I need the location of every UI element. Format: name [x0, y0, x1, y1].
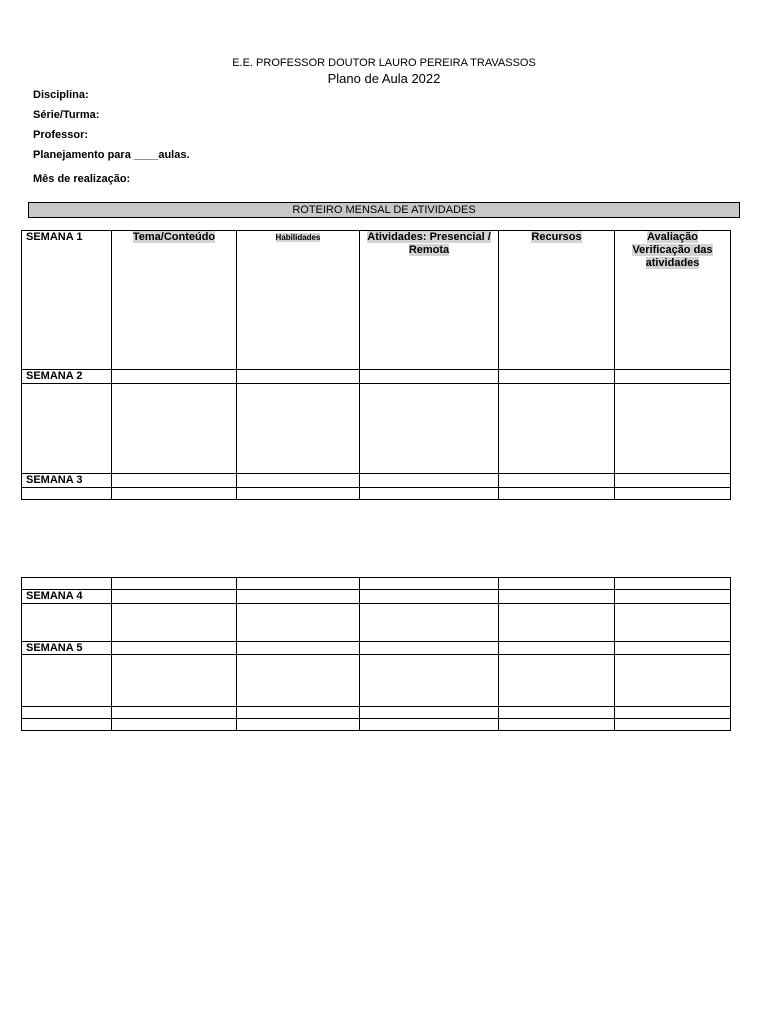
table-cell[interactable] — [615, 488, 731, 500]
table-cell[interactable] — [112, 590, 237, 604]
table-cell[interactable] — [615, 655, 731, 707]
table-cell[interactable] — [360, 474, 499, 488]
table-cell[interactable] — [112, 384, 237, 474]
table-cell[interactable] — [22, 604, 112, 642]
table-cell[interactable] — [22, 655, 112, 707]
table-row — [22, 642, 731, 655]
table-cell[interactable] — [499, 384, 615, 474]
table-cell[interactable] — [237, 474, 360, 488]
table-cell[interactable] — [360, 590, 499, 604]
table-cell[interactable] — [237, 384, 360, 474]
table-cell[interactable] — [22, 707, 112, 719]
table-cell[interactable] — [499, 655, 615, 707]
col-tema-conteudo: Tema/Conteúdo — [112, 231, 237, 370]
table-cell[interactable] — [499, 370, 615, 384]
table-cell[interactable] — [499, 719, 615, 731]
table-cell[interactable] — [615, 384, 731, 474]
field-mes-realizacao: Mês de realização: — [33, 173, 131, 185]
roteiro-banner: ROTEIRO MENSAL DE ATIVIDADES — [28, 202, 740, 218]
field-professor: Professor: — [33, 129, 89, 141]
table-cell[interactable] — [615, 642, 731, 655]
table-cell[interactable] — [22, 384, 112, 474]
table-row — [22, 578, 731, 590]
table-cell[interactable] — [615, 719, 731, 731]
table-cell[interactable] — [22, 578, 112, 590]
table-cell[interactable] — [237, 488, 360, 500]
col-recursos: Recursos — [499, 231, 615, 370]
table-cell[interactable] — [499, 488, 615, 500]
week-4-label: SEMANA 4 — [22, 590, 112, 604]
col-atividades: Atividades: Presencial / Remota — [360, 231, 499, 370]
page-title: Plano de Aula 2022 — [327, 71, 441, 86]
table-cell[interactable] — [237, 655, 360, 707]
table-cell[interactable] — [237, 719, 360, 731]
table-row — [22, 384, 731, 474]
table-cell[interactable] — [112, 474, 237, 488]
table-cell[interactable] — [499, 707, 615, 719]
table-row — [22, 370, 731, 384]
week-2-label: SEMANA 2 — [22, 370, 112, 384]
table-cell[interactable] — [237, 707, 360, 719]
table-cell[interactable] — [237, 578, 360, 590]
table-row — [22, 604, 731, 642]
table-cell[interactable] — [360, 642, 499, 655]
table-cell[interactable] — [112, 655, 237, 707]
table-cell[interactable] — [237, 642, 360, 655]
table-row — [22, 474, 731, 488]
table-cell[interactable] — [499, 590, 615, 604]
col-habilidades: Habilidades — [237, 231, 360, 370]
field-planejamento: Planejamento para ____aulas. — [33, 149, 190, 161]
table-row — [22, 488, 731, 500]
table-row — [22, 590, 731, 604]
table-cell[interactable] — [360, 370, 499, 384]
table-cell[interactable] — [237, 370, 360, 384]
col-avaliacao: Avaliação Verificação das atividades — [615, 231, 731, 370]
table-cell[interactable] — [360, 719, 499, 731]
table-cell[interactable] — [22, 488, 112, 500]
table-cell[interactable] — [360, 707, 499, 719]
table-cell[interactable] — [112, 642, 237, 655]
table-cell[interactable] — [112, 707, 237, 719]
week-3-label: SEMANA 3 — [22, 474, 112, 488]
table-cell[interactable] — [615, 604, 731, 642]
table-cell[interactable] — [499, 578, 615, 590]
table-cell[interactable] — [360, 655, 499, 707]
plan-table-top — [21, 230, 731, 500]
school-name: E.E. PROFESSOR DOUTOR LAURO PEREIRA TRAVASSOS — [232, 57, 536, 69]
field-serie-turma: Série/Turma: — [33, 109, 100, 121]
table-cell[interactable] — [360, 384, 499, 474]
week-5-label: SEMANA 5 — [22, 642, 112, 655]
table-cell[interactable] — [615, 707, 731, 719]
table-cell[interactable] — [615, 590, 731, 604]
table-cell[interactable] — [112, 719, 237, 731]
table-cell[interactable] — [112, 578, 237, 590]
table-cell[interactable] — [615, 578, 731, 590]
field-disciplina: Disciplina: — [33, 89, 89, 101]
table-cell[interactable] — [499, 604, 615, 642]
table-cell[interactable] — [360, 488, 499, 500]
table-row — [22, 707, 731, 719]
table-cell[interactable] — [499, 642, 615, 655]
table-cell[interactable] — [112, 604, 237, 642]
table-row — [22, 655, 731, 707]
plan-table-bottom — [21, 577, 731, 731]
table-cell[interactable] — [360, 604, 499, 642]
table-cell[interactable] — [499, 474, 615, 488]
week-1-label: SEMANA 1 — [22, 231, 112, 370]
table-row — [22, 231, 731, 370]
table-row — [22, 719, 731, 731]
table-cell[interactable] — [615, 370, 731, 384]
table-cell[interactable] — [237, 590, 360, 604]
table-cell[interactable] — [112, 488, 237, 500]
table-cell[interactable] — [22, 719, 112, 731]
table-cell[interactable] — [112, 370, 237, 384]
table-cell[interactable] — [237, 604, 360, 642]
table-cell[interactable] — [360, 578, 499, 590]
table-cell[interactable] — [615, 474, 731, 488]
